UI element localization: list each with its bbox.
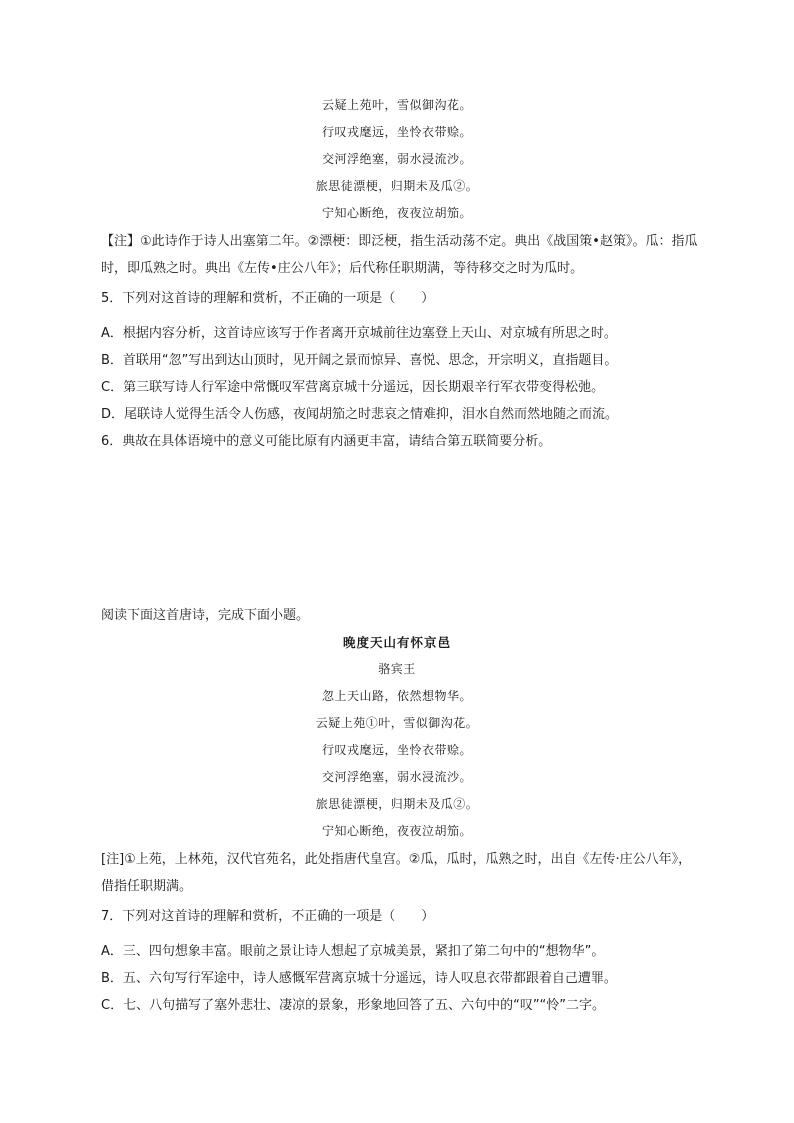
- poem-line: 宁知心断绝，夜夜泣胡笳。: [321, 206, 472, 220]
- note-line: 【注】①此诗作于诗人出塞第二年。②漂梗：即泛梗，指生活动荡不定。典出《战国策•赵策》。瓜：指瓜: [101, 234, 698, 249]
- option-d: D．尾联诗人觉得生活令人伤感，夜闻胡笳之时悲哀之情难抑，泪水自然而然地随之而流。: [101, 407, 619, 422]
- poem-line: 旅思徒漂梗，归期未及瓜②。: [315, 179, 479, 193]
- reading-intro: 阅读下面这首唐诗，完成下面小题。: [101, 608, 310, 623]
- option-b: B．五、六句写行军途中，诗人感慨军营离京城十分遥远，诗人叹息衣带都跟着自己遭罪。: [101, 971, 617, 986]
- poem-line: 旅思徒漂梗，归期未及瓜②。: [315, 797, 479, 811]
- option-c: C．七、八句描写了塞外悲壮、凄凉的景象，形象地回答了五、六句中的“叹”“怜”二字。: [101, 998, 606, 1013]
- question-7-options: [101, 938, 701, 1019]
- poem-line: 云疑上苑叶，雪似御沟花。: [321, 98, 472, 112]
- option-a: A．根据内容分析，这首诗应该写于作者离开京城前往边塞登上天山、对京城有所思之时。: [101, 326, 617, 341]
- question-6: 6．典故在具体语境中的意义可能比原有内涵更丰富，请结合第五联简要分析。: [101, 434, 552, 449]
- poem-title: 晚度天山有怀京邑: [342, 635, 451, 650]
- poem-line: 行叹戎麾远，坐怜衣带赊。: [321, 125, 472, 139]
- question-5-options: [101, 320, 701, 455]
- option-c: C．第三联写诗人行军途中常慨叹军营离京城十分遥远，因长期艰辛行军衣带变得松弛。: [101, 380, 605, 395]
- note-line: [注]①上苑，上林苑，汉代官苑名，此处指唐代皇宫。②瓜，瓜时，瓜熟之时，出自《左传·庄公八年》，: [101, 852, 692, 867]
- note-line: 借指任职期满。: [101, 879, 193, 894]
- poem-line: 行叹戎麾远，坐怜衣带赊。: [321, 743, 472, 757]
- poem-author: 骆宾王: [378, 662, 416, 676]
- poem-line: 交河浮绝塞，弱水浸流沙。: [321, 152, 472, 166]
- option-a: A．三、四句想象丰富。眼前之景让诗人想起了京城美景，紧扣了第二句中的“想物华”。: [101, 944, 605, 959]
- poem-line: 忽上天山路，依然想物华。: [321, 689, 472, 703]
- note-line: 时，即瓜熟之时。典出《左传•庄公八年》；后代称任职期满，等待移交之时为瓜时。: [101, 261, 584, 276]
- question-7: 7．下列对这首诗的理解和赏析，不正确的一项是（ ）: [101, 909, 435, 924]
- poem-line: 云疑上苑①叶，雪似御沟花。: [315, 716, 479, 730]
- poem-line: 交河浮绝塞，弱水浸流沙。: [321, 770, 472, 784]
- poem-note: [101, 228, 701, 282]
- question-5: 5．下列对这首诗的理解和赏析，不正确的一项是（ ）: [101, 291, 435, 306]
- option-b: B．首联用“忽”写出到达山顶时，见开阔之景而惊异、喜悦、思念，开宗明义，直指题目。: [101, 353, 618, 368]
- poem-line: 宁知心断绝，夜夜泣胡笳。: [321, 824, 472, 838]
- poem-note: [101, 846, 701, 900]
